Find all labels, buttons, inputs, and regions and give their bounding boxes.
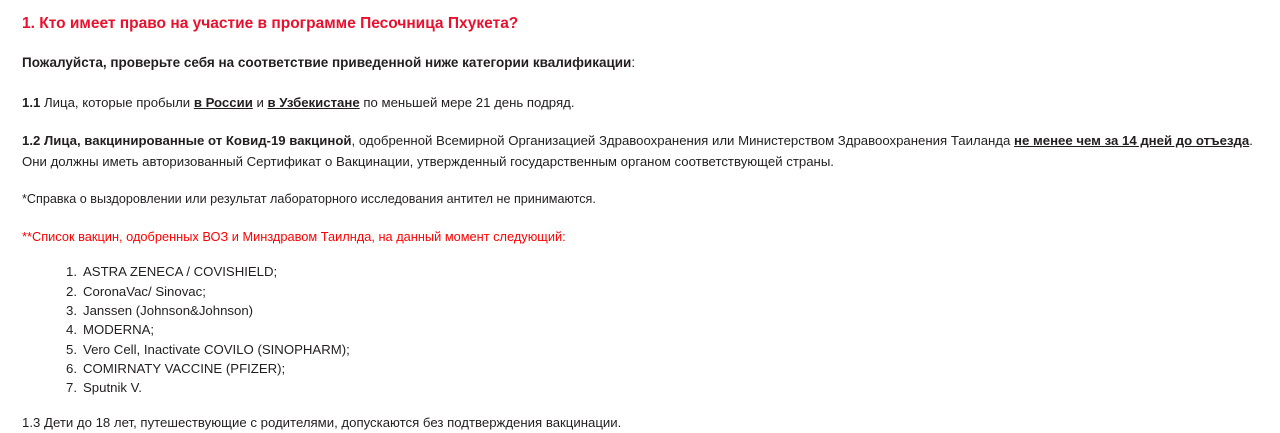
list-item [22, 320, 1258, 339]
footnote-single-asterisk: *Справка о выздоровлении или результат лабораторного исследования антител не принимаются. [22, 192, 596, 207]
vaccine-name: ASTRA ZENECA / COVISHIELD; [83, 264, 278, 280]
list-item [22, 262, 1258, 281]
list-item [22, 282, 1258, 301]
clause-1-1 [22, 93, 1258, 113]
list-item [22, 378, 1258, 397]
clause-1-3-text: Дети до 18 лет, путешествующие с родителями, допускаются без подтверждения вакцинации. [40, 415, 622, 431]
clause-1-3-number: 1.3 [22, 415, 41, 431]
page-title: 1. Кто имеет право на участие в программе Песочница Пхукета? [22, 15, 519, 32]
vaccine-index: 5. [66, 341, 77, 357]
vaccine-index: 2. [66, 283, 77, 299]
vaccine-name: Janssen (Johnson&Johnson) [83, 303, 254, 318]
clause-1-3 [22, 413, 1258, 433]
vaccine-index: 3. [66, 303, 77, 318]
clause-1-2-bold-lead: Лица, вакцинированные от Ковид-19 вакциной [40, 133, 352, 149]
list-item [22, 301, 1258, 320]
vaccine-name: Vero Cell, Inactivate COVILO (SINOPHARM); [83, 341, 350, 357]
clause-1-1-conjunction: и [252, 95, 268, 111]
clause-1-2 [22, 131, 1258, 172]
vaccine-name: Sputnik V. [83, 380, 142, 396]
vaccine-index: 1. [66, 264, 77, 280]
clause-1-2-number: 1.2 [22, 133, 41, 149]
clause-1-1-text-before: Лица, которые пробыли [40, 95, 194, 111]
clause-1-1-number: 1.1 [22, 95, 41, 111]
clause-1-1-underlined-uzbekistan: в Узбекистане [267, 95, 360, 111]
lead-tail-text: : [631, 55, 636, 71]
vaccine-name: CoronaVac/ Sinovac; [83, 283, 206, 299]
vaccine-index: 6. [66, 360, 77, 376]
clause-1-2-underlined-deadline: не менее чем за 14 дней до отъезда [1014, 133, 1250, 149]
vaccine-list [22, 262, 1258, 397]
clause-1-2-text-mid: , одобренной Всемирной Организацией Здравоохранения или Министерством Здравоохранения Таиланда [351, 133, 1015, 149]
clause-1-1-text-after: по меньшей мере 21 день подряд. [359, 95, 575, 111]
lead-paragraph [22, 54, 1258, 73]
list-item [22, 359, 1258, 378]
clause-1-1-underlined-russia: в России [193, 95, 253, 111]
vaccine-name: COMIRNATY VACCINE (PFIZER); [83, 360, 286, 376]
vaccine-name: MODERNA; [83, 322, 155, 338]
lead-bold-text: Пожалуйста, проверьте себя на соответствие приведенной ниже категории квалификации [22, 55, 632, 71]
clause-1-2-text-after: . Они должны иметь авторизованный Сертификат о Вакцинации, утвержденный государственным органом соответствующей страны. [22, 133, 1253, 169]
list-item [22, 340, 1258, 359]
vaccine-index: 7. [66, 380, 77, 396]
vaccine-index: 4. [66, 322, 77, 338]
footnote-double-asterisk: **Список вакцин, одобренных ВОЗ и Минздравом Таилнда, на данный момент следующий: [22, 229, 566, 245]
